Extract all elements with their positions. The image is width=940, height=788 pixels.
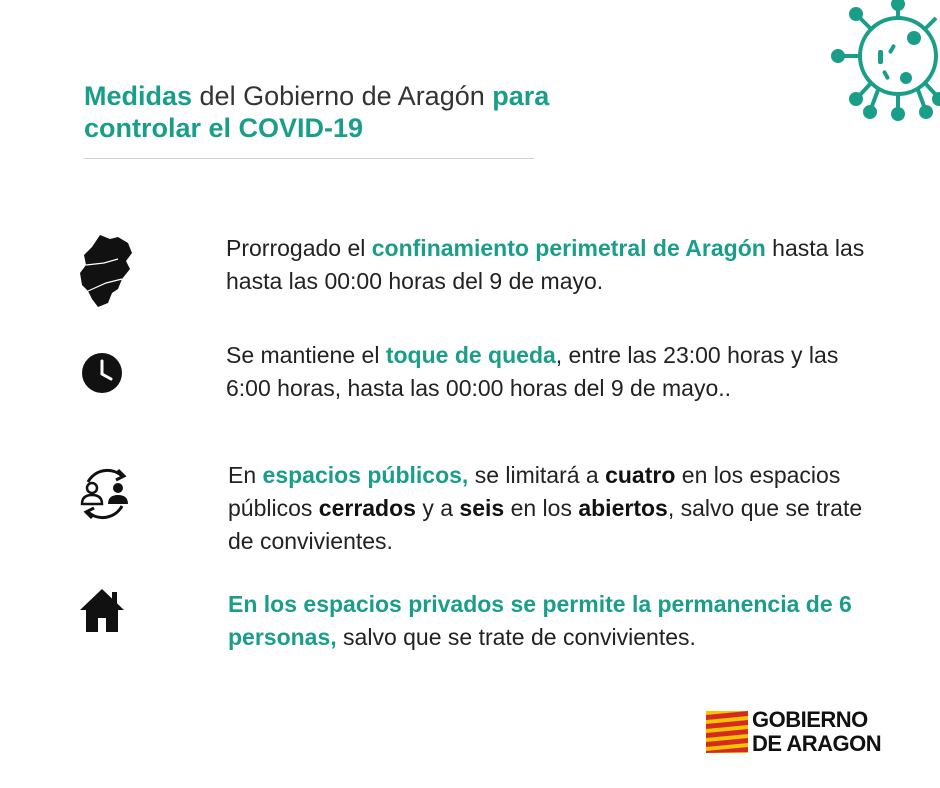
clock-icon [81,352,123,394]
item-espacios-publicos: En espacios públicos, se limitará a cuatro en los espacios públicos cerrados y a seis en los abiertos, salvo que se trate de convivientes. [228,462,863,554]
gobierno-aragon-logo [706,708,896,756]
house-icon [78,586,126,634]
aragon-map-icon [78,233,136,309]
virus-icon [816,0,940,130]
page-title: Medidas del Gobierno de Aragón para controlar el COVID-19 [84,81,550,143]
item-confinamiento: Prorrogado el confinamiento perimetral de Aragón hasta las hasta las 00:00 horas del 9 de mayo. [226,235,865,294]
item-espacios-privados: En los espacios privados se permite la permanencia de 6 personas, salvo que se trate de convivientes. [228,591,852,650]
logo-wordmark: GOBIERNO DE ARAGON [752,707,882,756]
item-toque-de-queda: Se mantiene el toque de queda, entre las 23:00 horas y las 6:00 horas, hasta las 00:00 horas del 9 de mayo.. [226,342,839,401]
aragon-flag-icon [706,711,748,753]
title-divider [84,158,534,159]
people-exchange-icon [78,466,132,522]
